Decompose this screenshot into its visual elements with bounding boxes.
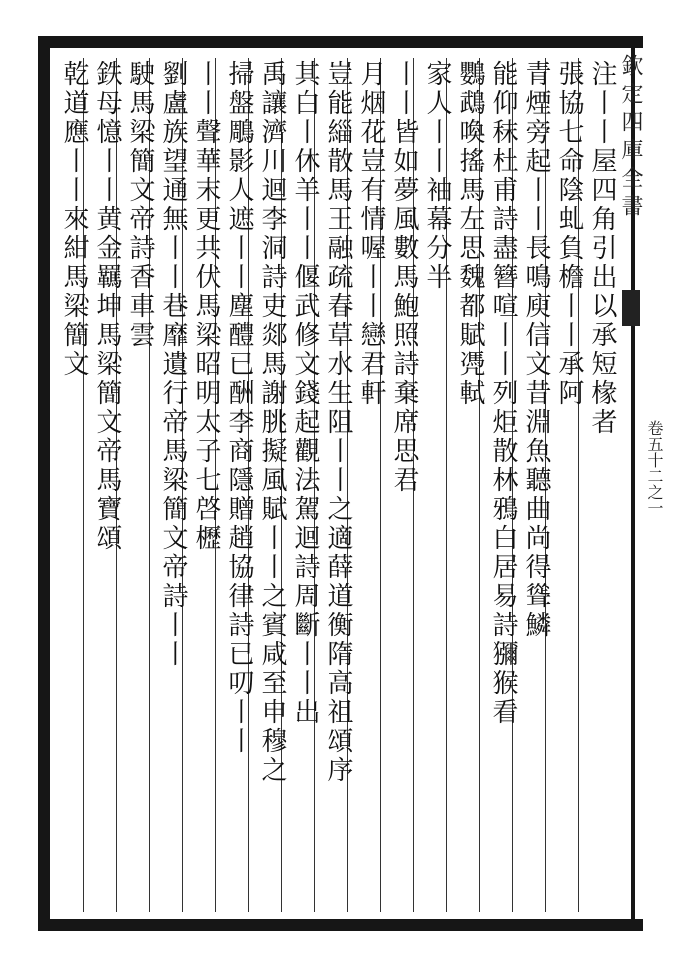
- text-column: 豈能緇散馬王融疏春草水生阻丨丨之適薛道衡隋高祖頌序: [323, 60, 353, 785]
- text-column: 禹讓濟川迴李洞詩吏郯馬謝朓擬風賦丨丨之賓咸至申穆之: [257, 60, 287, 785]
- text-column: 張協七命陰虬負檐丨丨承阿: [554, 60, 584, 408]
- text-column: 鸚鵡喚搖馬左思魏都賦凴軾: [455, 60, 485, 408]
- text-column: 注丨丨屋四角引出以承短椽者: [587, 60, 617, 437]
- text-column: 乾道應丨丨來紺馬梁簡文: [59, 60, 89, 379]
- text-column: 能仰秣杜甫詩盡簪喧丨丨列炬散林鴉白居易詩獼猴看: [488, 60, 518, 727]
- page-frame-bottom: [38, 919, 643, 931]
- text-column: 丨丨皆如夢風數馬鮑照詩棄席思君: [389, 60, 419, 495]
- running-title: 欽定四庫全書: [618, 54, 643, 222]
- text-column: 家人丨丨袖幕分半: [422, 60, 452, 292]
- text-body: [52, 50, 620, 916]
- text-column: 掃盤鵰影人遮丨丨塵醴已酬李商隱贈趙協律詩已叨丨丨: [224, 60, 254, 756]
- text-column: 鉄母憶丨丨黄金羈坤馬梁簡文帝馬寶頌: [92, 60, 122, 553]
- text-column: 月烟花豈有情喔丨丨戀君軒: [356, 60, 386, 408]
- text-column: 駛馬梁簡文帝詩香車雲: [125, 60, 155, 350]
- page-frame-top: [38, 36, 643, 48]
- text-column: 其白丨休羊丨丨偃武修文錢起觀法駕迴詩周斷丨丨出: [290, 60, 320, 727]
- fish-tail-mark: [622, 290, 640, 326]
- text-column: 青煙旁起丨丨長鳴庾信文昔淵魚聽曲尚得聳鱗: [521, 60, 551, 640]
- page-frame-left: [38, 36, 50, 931]
- text-column: 丨丨聲華末更共伏馬梁昭明太子七啓櫪: [191, 60, 221, 553]
- juan-label: 卷五十二之一: [645, 420, 664, 516]
- text-column: 劉盧族望通無丨丨巷靡遺行帝馬梁簡文帝詩丨丨: [158, 60, 188, 669]
